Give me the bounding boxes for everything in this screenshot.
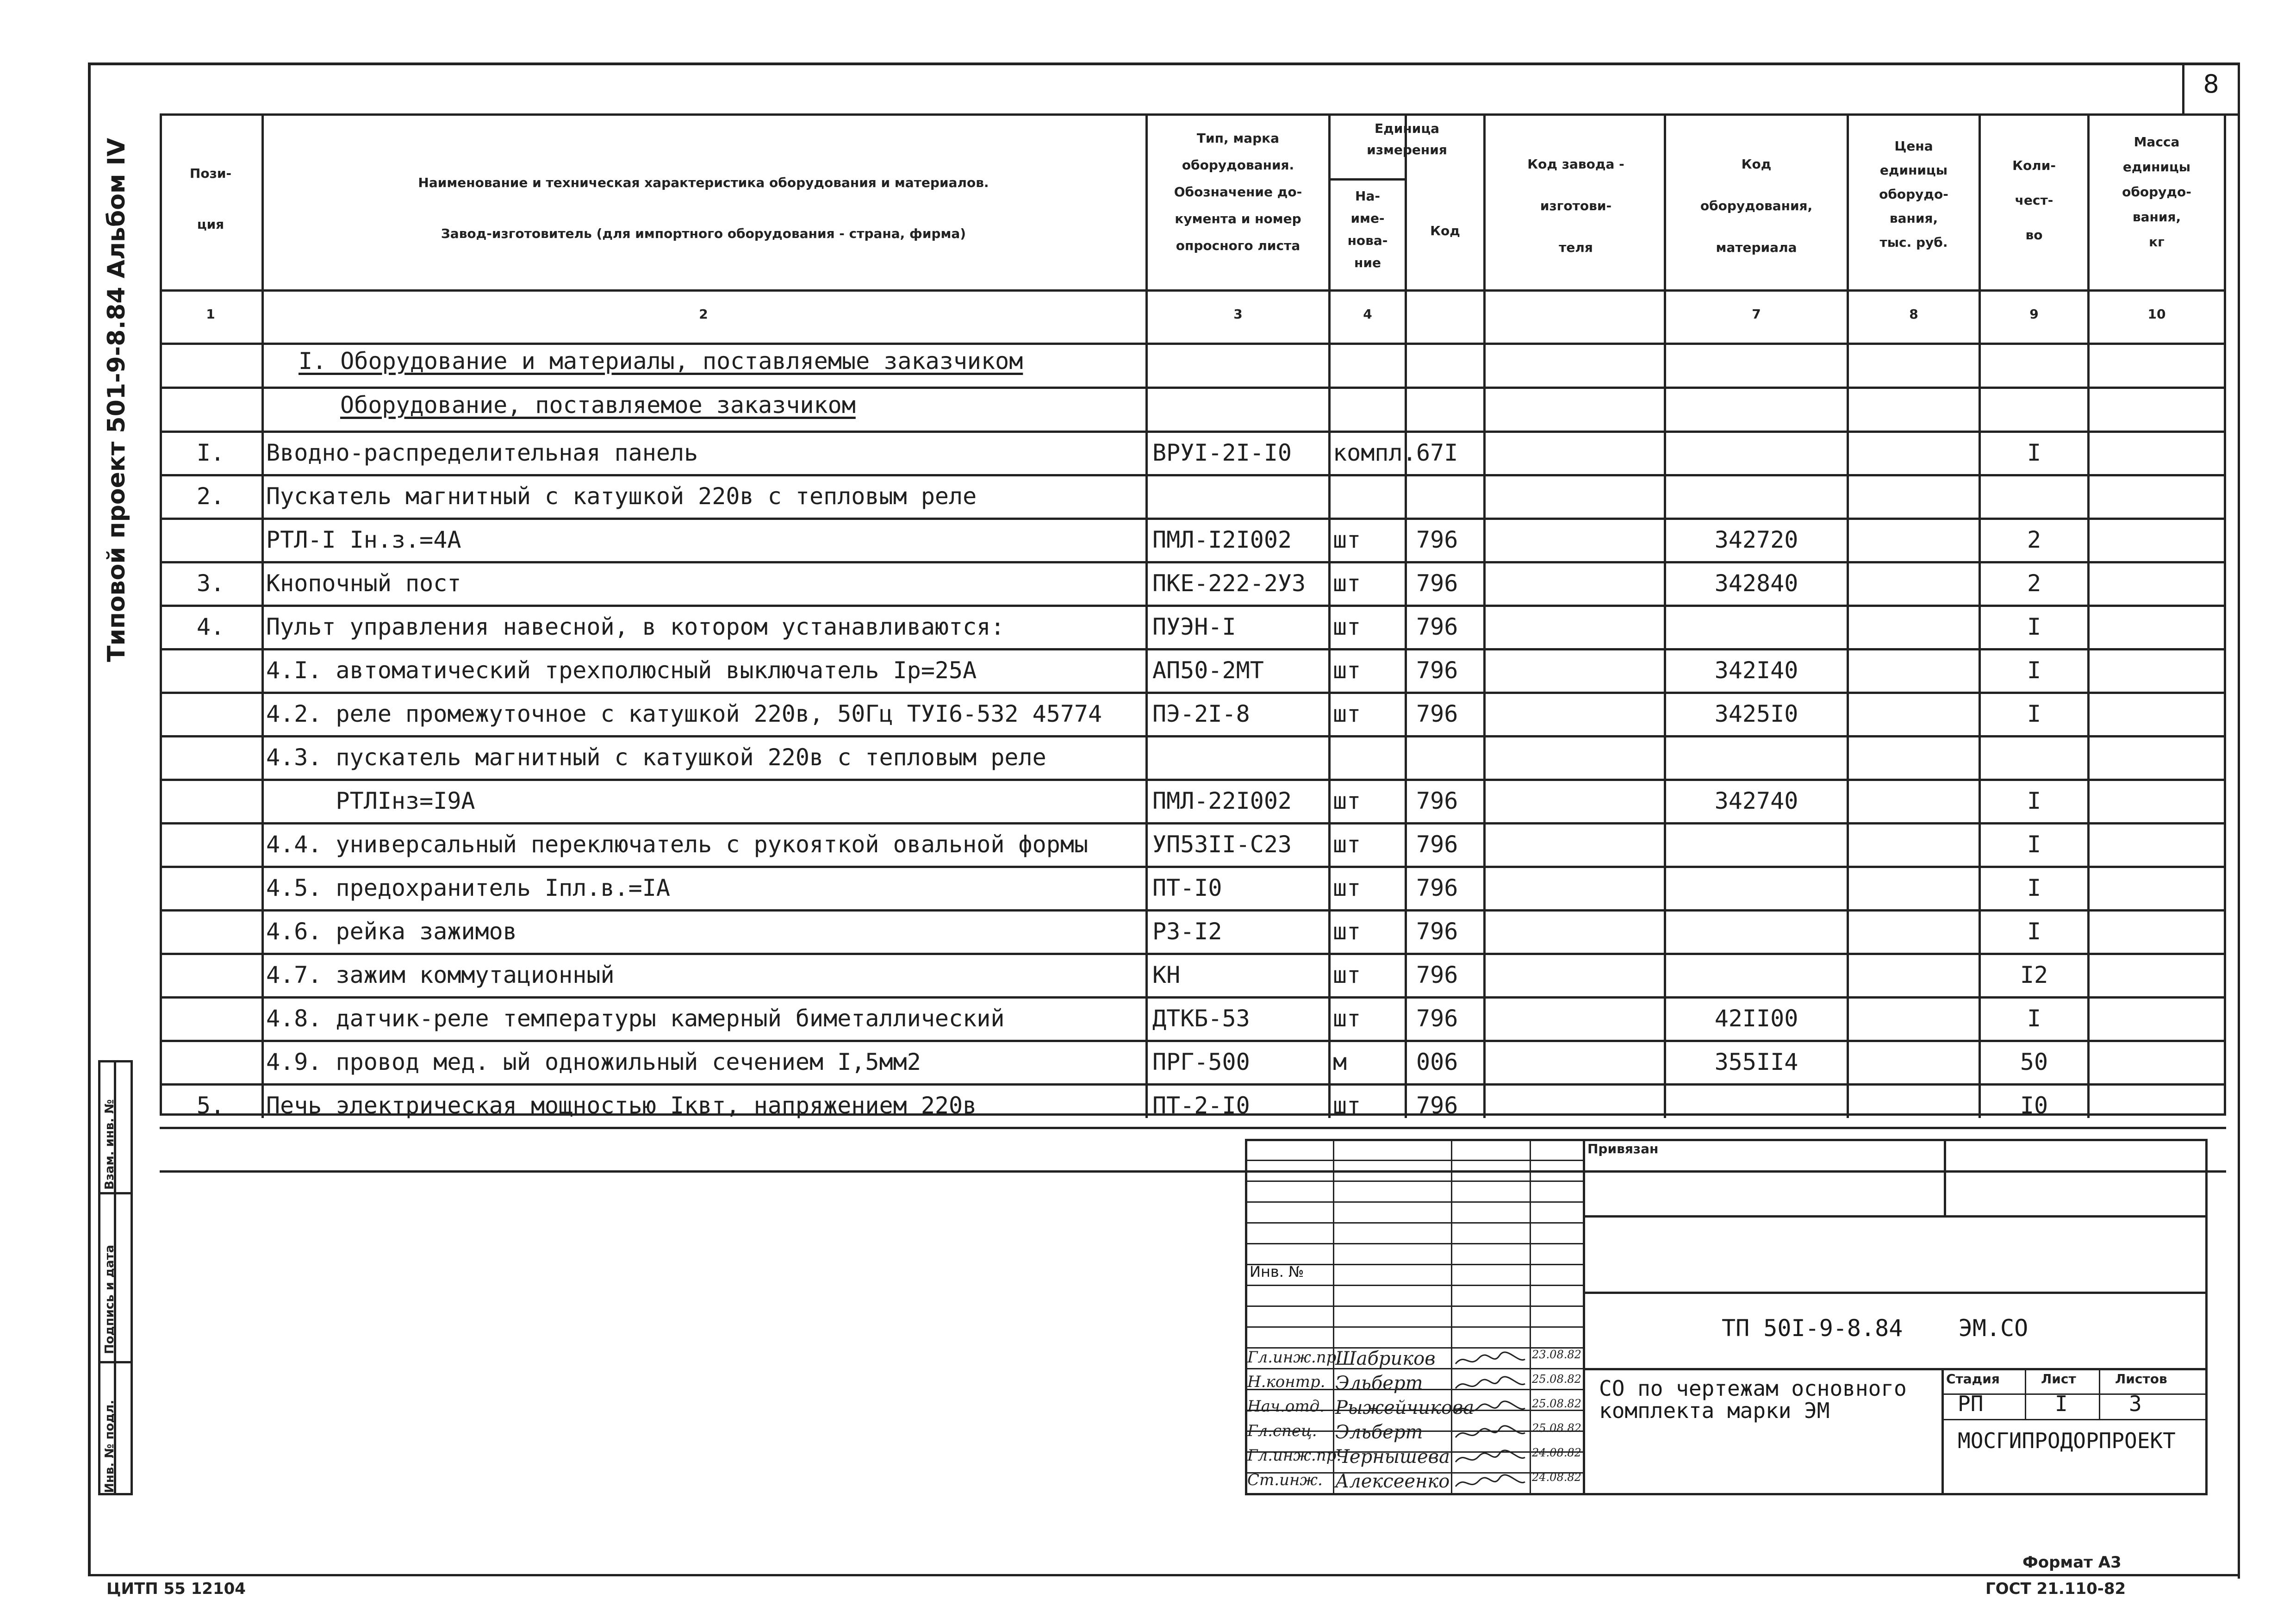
signature-role: Н.контр. [1247,1373,1325,1391]
colnum-2: 2 [699,306,708,322]
table-row-line [160,518,2226,520]
table-cell-name: Кнопочный пост [266,570,461,597]
signature-scribble-icon [1453,1374,1527,1395]
signature-role: Гл.инж.пр. [1247,1446,1342,1465]
table-row-line [160,648,2226,650]
table-cell-pos: 4. [196,613,225,640]
table-cell-type: ДТКБ-53 [1152,1005,1250,1032]
frame-bottom-line [88,1574,2240,1576]
colnum-10: 10 [2147,306,2166,322]
signature-scribble-icon [1453,1448,1527,1468]
table-cell-unit: шт [1333,831,1361,858]
table-cell-type: ПТ-I0 [1152,874,1222,901]
inv-label: Инв. № [1250,1263,1304,1280]
colnum-3: 3 [1233,306,1243,322]
table-cell-equip: 3425I0 [1714,700,1798,727]
table-cell-name: 4.5. предохранитель Iпл.в.=IА [266,874,670,901]
table-row-line [160,605,2226,607]
table-cell-qty: I [2027,1005,2041,1032]
table-row-line [160,866,2226,868]
table-row-line [160,561,2226,563]
table-row-line [160,779,2226,781]
table-row-line [160,822,2226,824]
table-cell-type: ПМЛ-I2I002 [1152,526,1292,553]
table-row-line [160,1040,2226,1042]
signature-role: Ст.инж. [1247,1471,1323,1489]
signature-role: Гл.спец. [1247,1422,1317,1440]
sig-row-line [1245,1160,1583,1161]
table-cell-qty: I [2027,874,2041,901]
table-cell-equip: 342740 [1714,787,1798,814]
table-cell-equip: 355II4 [1714,1049,1798,1075]
header-col-2: Наименование и техническая характеристика оборудования и материалов. Завод-изготовитель (для импортного оборудования - страна, фирма) [418,175,989,241]
table-cell-type: ПРГ-500 [1152,1049,1250,1075]
table-column-line [1145,113,1148,1118]
table-cell-name: 4.2. реле промежуточное с катушкой 220в, 50Гц ТУI6-532 45774 [266,700,1102,727]
table-cell-name: Пускатель магнитный с катушкой 220в с тепловым реле [266,483,977,510]
table-cell-qty: 2 [2027,570,2041,597]
organization: МОСГИПРОДОРПРОЕКТ [1958,1428,2176,1453]
header-unit-group: Единица измерения [1367,121,1447,157]
table-cell-equip: 342I40 [1714,657,1798,684]
table-row-line [160,1083,2226,1086]
signature-date: 23.08.82 [1532,1348,1581,1361]
table-cell-name: 4.I. автоматический трехполюсный выключатель Iр=25А [266,657,977,684]
table-row-line [160,343,2226,345]
table-cell-code: 796 [1416,962,1458,988]
table-cell-code: 796 [1416,1005,1458,1032]
table-cell-type: КН [1152,962,1181,988]
table-cell-qty: I [2027,918,2041,945]
table-cell-unit: шт [1333,700,1361,727]
table-cell-type: ПМЛ-22I002 [1152,787,1292,814]
table-cell-type: ВРУI-2I-I0 [1152,439,1292,466]
footer-gost: ГОСТ 21.110-82 [1985,1580,2126,1598]
table-row-line [160,692,2226,694]
table-cell-code: 796 [1416,874,1458,901]
table-cell-unit: шт [1333,874,1361,901]
sig-col-line [1530,1139,1531,1495]
table-cell-pos: I. [196,439,225,466]
frame-right-line [2238,111,2240,1579]
table-cell-pos: 2. [196,483,225,510]
page-number: 8 [2203,69,2219,99]
table-cell-equip: 342840 [1714,570,1798,597]
table-cell-name: Вводно-распределительная панель [266,439,698,466]
tb-line [1583,1292,2208,1294]
table-cell-qty: I [2027,831,2041,858]
tb-line [1583,1368,2208,1370]
tb-line [1941,1368,1944,1495]
side-stamp-label-1: Инв. № подл. [103,1399,117,1493]
side-stamp-label-3: Взам. инв. № [103,1099,117,1190]
signature-scribble-icon [1453,1399,1527,1419]
table-cell-unit: шт [1333,657,1361,684]
table-cell-equip: 342720 [1714,526,1798,553]
header-col-10: Масса единицы оборудо- вания, кг [2122,134,2191,250]
doc-code: ТП 50I-9-8.84 ЭМ.СО [1722,1315,2028,1342]
tb-line [2099,1368,2100,1419]
signature-date: 25.08.82 [1532,1373,1581,1386]
doc-description: СО по чертежам основного комплекта марки ЭМ [1599,1376,1907,1423]
header-col-6: Код завода - изготови- теля [1527,156,1624,255]
table-cell-name: РТЛIнз=I9А [266,787,475,814]
sig-col-line [1451,1139,1452,1495]
signature-date: 25.08.82 [1532,1397,1581,1410]
table-column-line [261,113,264,1118]
sig-row-line [1245,1243,1583,1244]
sig-row-line [1245,1305,1583,1307]
sig-col-line [1583,1139,1584,1495]
sig-col-line [1333,1139,1334,1495]
sig-row-line [1245,1222,1583,1224]
footer-left: ЦИТП 55 12104 [106,1580,246,1598]
signature-name: Эльберт [1335,1422,1423,1443]
table-cell-type: РЗ-I2 [1152,918,1222,945]
sig-row-line [1245,1181,1583,1182]
table-cell-code: 006 [1416,1049,1458,1075]
table-cell-name: 4.4. универсальный переключатель с рукояткой овальной формы [266,831,1089,858]
privyazan-label: Привязан [1587,1141,1659,1156]
table-row-line [160,909,2226,912]
table-cell-type: ПКЕ-222-2УЗ [1152,570,1306,597]
table-cell-code: 796 [1416,1092,1458,1119]
table-cell-code: 796 [1416,787,1458,814]
sheets-label: Листов [2115,1371,2167,1387]
table-cell-qty: I2 [2020,962,2048,988]
table-cell-type: ПЭ-2I-8 [1152,700,1250,727]
header-col-5: Код [1430,223,1460,238]
side-title: Типовой проект 501-9-8.84 Альбом IV [103,137,131,662]
signature-scribble-icon [1453,1350,1527,1370]
signature-name: Шабриков [1335,1348,1436,1369]
table-cell-type: УП53II-С23 [1152,831,1292,858]
signature-role: Гл.инж.пр. [1247,1348,1342,1367]
table-cell-unit: шт [1333,570,1361,597]
table-cell-unit: шт [1333,1005,1361,1032]
table-cell-type: АП50-2МТ [1152,657,1264,684]
table-cell-name: 4.7. зажим коммутационный [266,962,615,988]
table-cell-unit: компл. [1333,439,1417,466]
sheet-value: I [2055,1391,2068,1416]
sheets-value: 3 [2129,1391,2142,1416]
signature-name: Алексеенко [1335,1471,1450,1492]
table-cell-unit: шт [1333,918,1361,945]
colnum-7: 7 [1752,306,1761,322]
colnum-4: 4 [1363,306,1372,322]
sig-row-line [1245,1201,1583,1203]
table-cell-code: 796 [1416,526,1458,553]
table-cell-unit: шт [1333,526,1361,553]
unit-subheader-line [1328,178,1407,181]
table-row-line [160,1127,2226,1129]
table-cell-type: ПТ-2-I0 [1152,1092,1250,1119]
table-cell-name: РТЛ-I Iн.з.=4А [266,526,461,553]
signature-name: Эльберт [1335,1373,1423,1394]
table-row-line [160,387,2226,389]
side-stamp-label-2: Подпись и дата [103,1244,117,1354]
sheet-label: Лист [2041,1371,2076,1387]
table-cell-qty: I [2027,787,2041,814]
table-cell-qty: I [2027,613,2041,640]
table-cell-unit: шт [1333,613,1361,640]
header-col-1: Пози- ция [189,166,232,232]
colnum-1: 1 [206,306,215,322]
sig-col-line [1245,1139,1246,1495]
signature-name: Чернышева [1335,1446,1450,1468]
signature-date: 24.08.82 [1532,1471,1581,1484]
table-row-line [160,289,2226,292]
tb-line [1944,1139,1946,1215]
header-col-3: Тип, марка оборудования. Обозначение до- кумента и номер опросного листа [1174,131,1302,253]
table-cell-code: 796 [1416,918,1458,945]
table-row-line [160,431,2226,433]
header-col-9: Коли- чест- во [2012,158,2056,243]
header-col-4: На- име- нова- ние [1347,188,1388,270]
table-cell-name: 4.8. датчик-реле температуры камерный биметаллический [266,1005,1005,1032]
table-row-line [160,735,2226,737]
table-cell-code: 796 [1416,613,1458,640]
table-cell-code: 796 [1416,657,1458,684]
sig-row-line [1245,1285,1583,1286]
table-cell-unit: м [1333,1049,1347,1075]
header-col-7: Код оборудования, материала [1700,156,1813,255]
table-cell-qty: I0 [2020,1092,2048,1119]
table-cell-qty: I [2027,439,2041,466]
table-row-line [160,996,2226,999]
table-cell-qty: 2 [2027,526,2041,553]
tb-line [1583,1215,2208,1218]
section-title: I. Оборудование и материалы, поставляемые заказчиком [299,348,1023,375]
table-cell-pos: 3. [196,570,225,597]
table-cell-type: ПУЭН-I [1152,613,1236,640]
table-cell-code: 796 [1416,570,1458,597]
subsection-title: Оборудование, поставляемое заказчиком [340,392,856,418]
table-cell-unit: шт [1333,962,1361,988]
table-cell-code: 67I [1416,439,1458,466]
table-cell-unit: шт [1333,1092,1361,1119]
table-cell-qty: I [2027,657,2041,684]
table-cell-name: 4.6. рейка зажимов [266,918,517,945]
footer-format: Формат А3 [2022,1553,2122,1572]
table-cell-name: 4.9. провод мед. ый одножильный сечением I,5мм2 [266,1049,921,1075]
signature-scribble-icon [1453,1424,1527,1444]
table-row-line [160,953,2226,955]
table-column-line [1847,113,1849,1118]
table-cell-equip: 42II00 [1714,1005,1798,1032]
table-row-line [160,474,2226,476]
table-cell-code: 796 [1416,831,1458,858]
table-cell-pos: 5. [196,1092,225,1119]
table-cell-name: Пульт управления навесной, в котором устанавливаются: [266,613,1005,640]
tb-line [1941,1419,2208,1420]
stage-value: РП [1958,1391,1984,1416]
table-column-line [2087,113,2090,1118]
signature-date: 25.08.82 [1532,1422,1581,1435]
table-cell-name: Печь электрическая мощностью Iквт, напряжением 220в [266,1092,977,1119]
signature-role: Нач.отд. [1247,1397,1325,1416]
sig-row-line [1245,1326,1583,1328]
stage-label: Стадия [1946,1371,2000,1387]
table-cell-name: 4.3. пускатель магнитный с катушкой 220в с тепловым реле [266,744,1046,771]
signature-date: 24.08.82 [1532,1446,1581,1459]
header-col-8: Цена единицы оборудо- вания, тыс. руб. [1879,138,1948,250]
table-cell-code: 796 [1416,700,1458,727]
table-cell-qty: I [2027,700,2041,727]
signature-scribble-icon [1453,1473,1527,1493]
signature-name: Рыжейчикова [1335,1397,1475,1418]
tb-line [2025,1368,2026,1419]
colnum-9: 9 [2029,306,2039,322]
colnum-8: 8 [1909,306,1918,322]
table-cell-unit: шт [1333,787,1361,814]
table-cell-qty: 50 [2020,1049,2048,1075]
